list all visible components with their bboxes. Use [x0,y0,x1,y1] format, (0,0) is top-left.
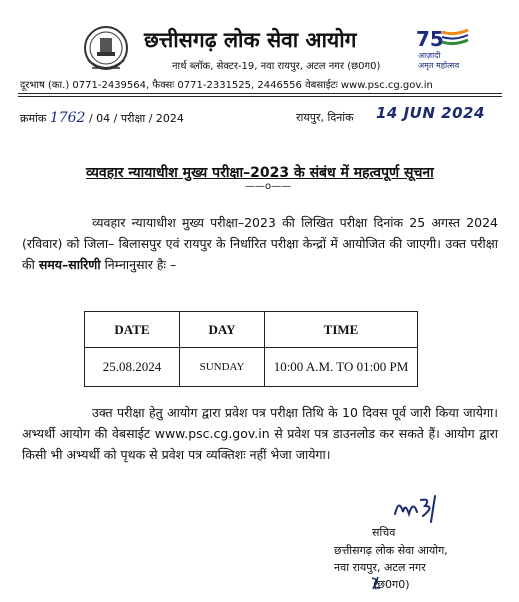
header-divider-2 [18,96,502,97]
logo-caption-1: आज़ादी [418,51,441,60]
date-stamp: 14 JUN 2024 [376,104,485,122]
header-date: DATE [85,312,180,348]
reference-prefix: क्रमांक [20,112,47,125]
heading-divider: ——o—— [245,181,292,192]
cell-time: 10:00 A.M. TO 01:00 PM [265,348,418,387]
table-row [85,348,418,387]
para1-body: 2024 (रविवार) को जिला– बिलासपुर एवं रायपुर के निर्धारित परीक्षा केन्द्रों में आयोजित की जाएगी। उक्त परीक्षा की [22,215,498,272]
org-title: छत्तीसगढ़ लोक सेवा आयोग [144,28,357,52]
para2-body: जायेगा। अभ्यर्थी आयोग की वेबसाईट www.psc.cg.gov.in से प्रवेश पत्र डाउनलोड कर सकते हैं। आयोग द्वारा किसी भी अभ्यर्थी को पृथक से प्रवेश पत्र व्यक्तिशः नहीं भेजा जायेगा। [22,405,498,462]
reference-handwritten-number: 1762 [49,110,86,126]
logo-75-text: 75 [416,27,444,51]
signatory-state: (छ0ग0) [373,578,410,591]
para2-first-line: उक्त परीक्षा हेतु आयोग द्वारा प्रवेश पत्र परीक्षा तिथि के 10 दिवस पूर्व जारी किया [92,405,459,420]
place-label: रायपुर, दिनांक [296,111,354,124]
exam-timetable [84,311,418,387]
cell-day: SUNDAY [180,348,265,387]
para1-end: निम्नानुसार हैः – [104,257,177,272]
signature-icon [391,492,451,528]
org-address: नार्थ ब्लॉक, सेक्टर-19, नवा रायपुर, अटल नगर (छ0ग0) [172,61,381,72]
notice-heading: व्यवहार न्यायाधीश मुख्य परीक्षा–2023 के संबंध में महत्वपूर्ण सूचना [86,165,434,181]
header-divider [18,93,502,94]
notice-paragraph-2 [22,402,498,465]
reference-suffix: / 04 / परीक्षा / 2024 [88,112,184,125]
cell-date: 25.08.2024 [85,348,180,387]
notice-paragraph-1 [22,212,498,275]
azadi-amrit-mahotsav-logo-icon [408,22,478,72]
header-time: TIME [265,312,418,348]
logo-caption-2: अमृत महोत्सव [418,61,460,70]
para1-first-line: व्यवहार न्यायाधीश मुख्य परीक्षा–2023 की लिखित परीक्षा दिनांक 25 अगस्त [92,215,460,230]
signatory-org: छत्तीसगढ़ लोक सेवा आयोग, [334,544,448,557]
reference-number [20,110,184,126]
signatory-title: सचिव [372,526,396,539]
signatory-city: नवा रायपुर, अटल नगर [334,561,426,574]
header-day: DAY [180,312,265,348]
contact-line: दूरभाष (का.) 0771-2439564, फैक्सः 0771-2331525, 2446556 वेबसाईटः www.psc.cg.gov.in [20,80,433,91]
para1-bold: समय–सारिणी [38,257,101,272]
table-header-row [85,312,418,348]
state-emblem-icon [82,24,130,78]
